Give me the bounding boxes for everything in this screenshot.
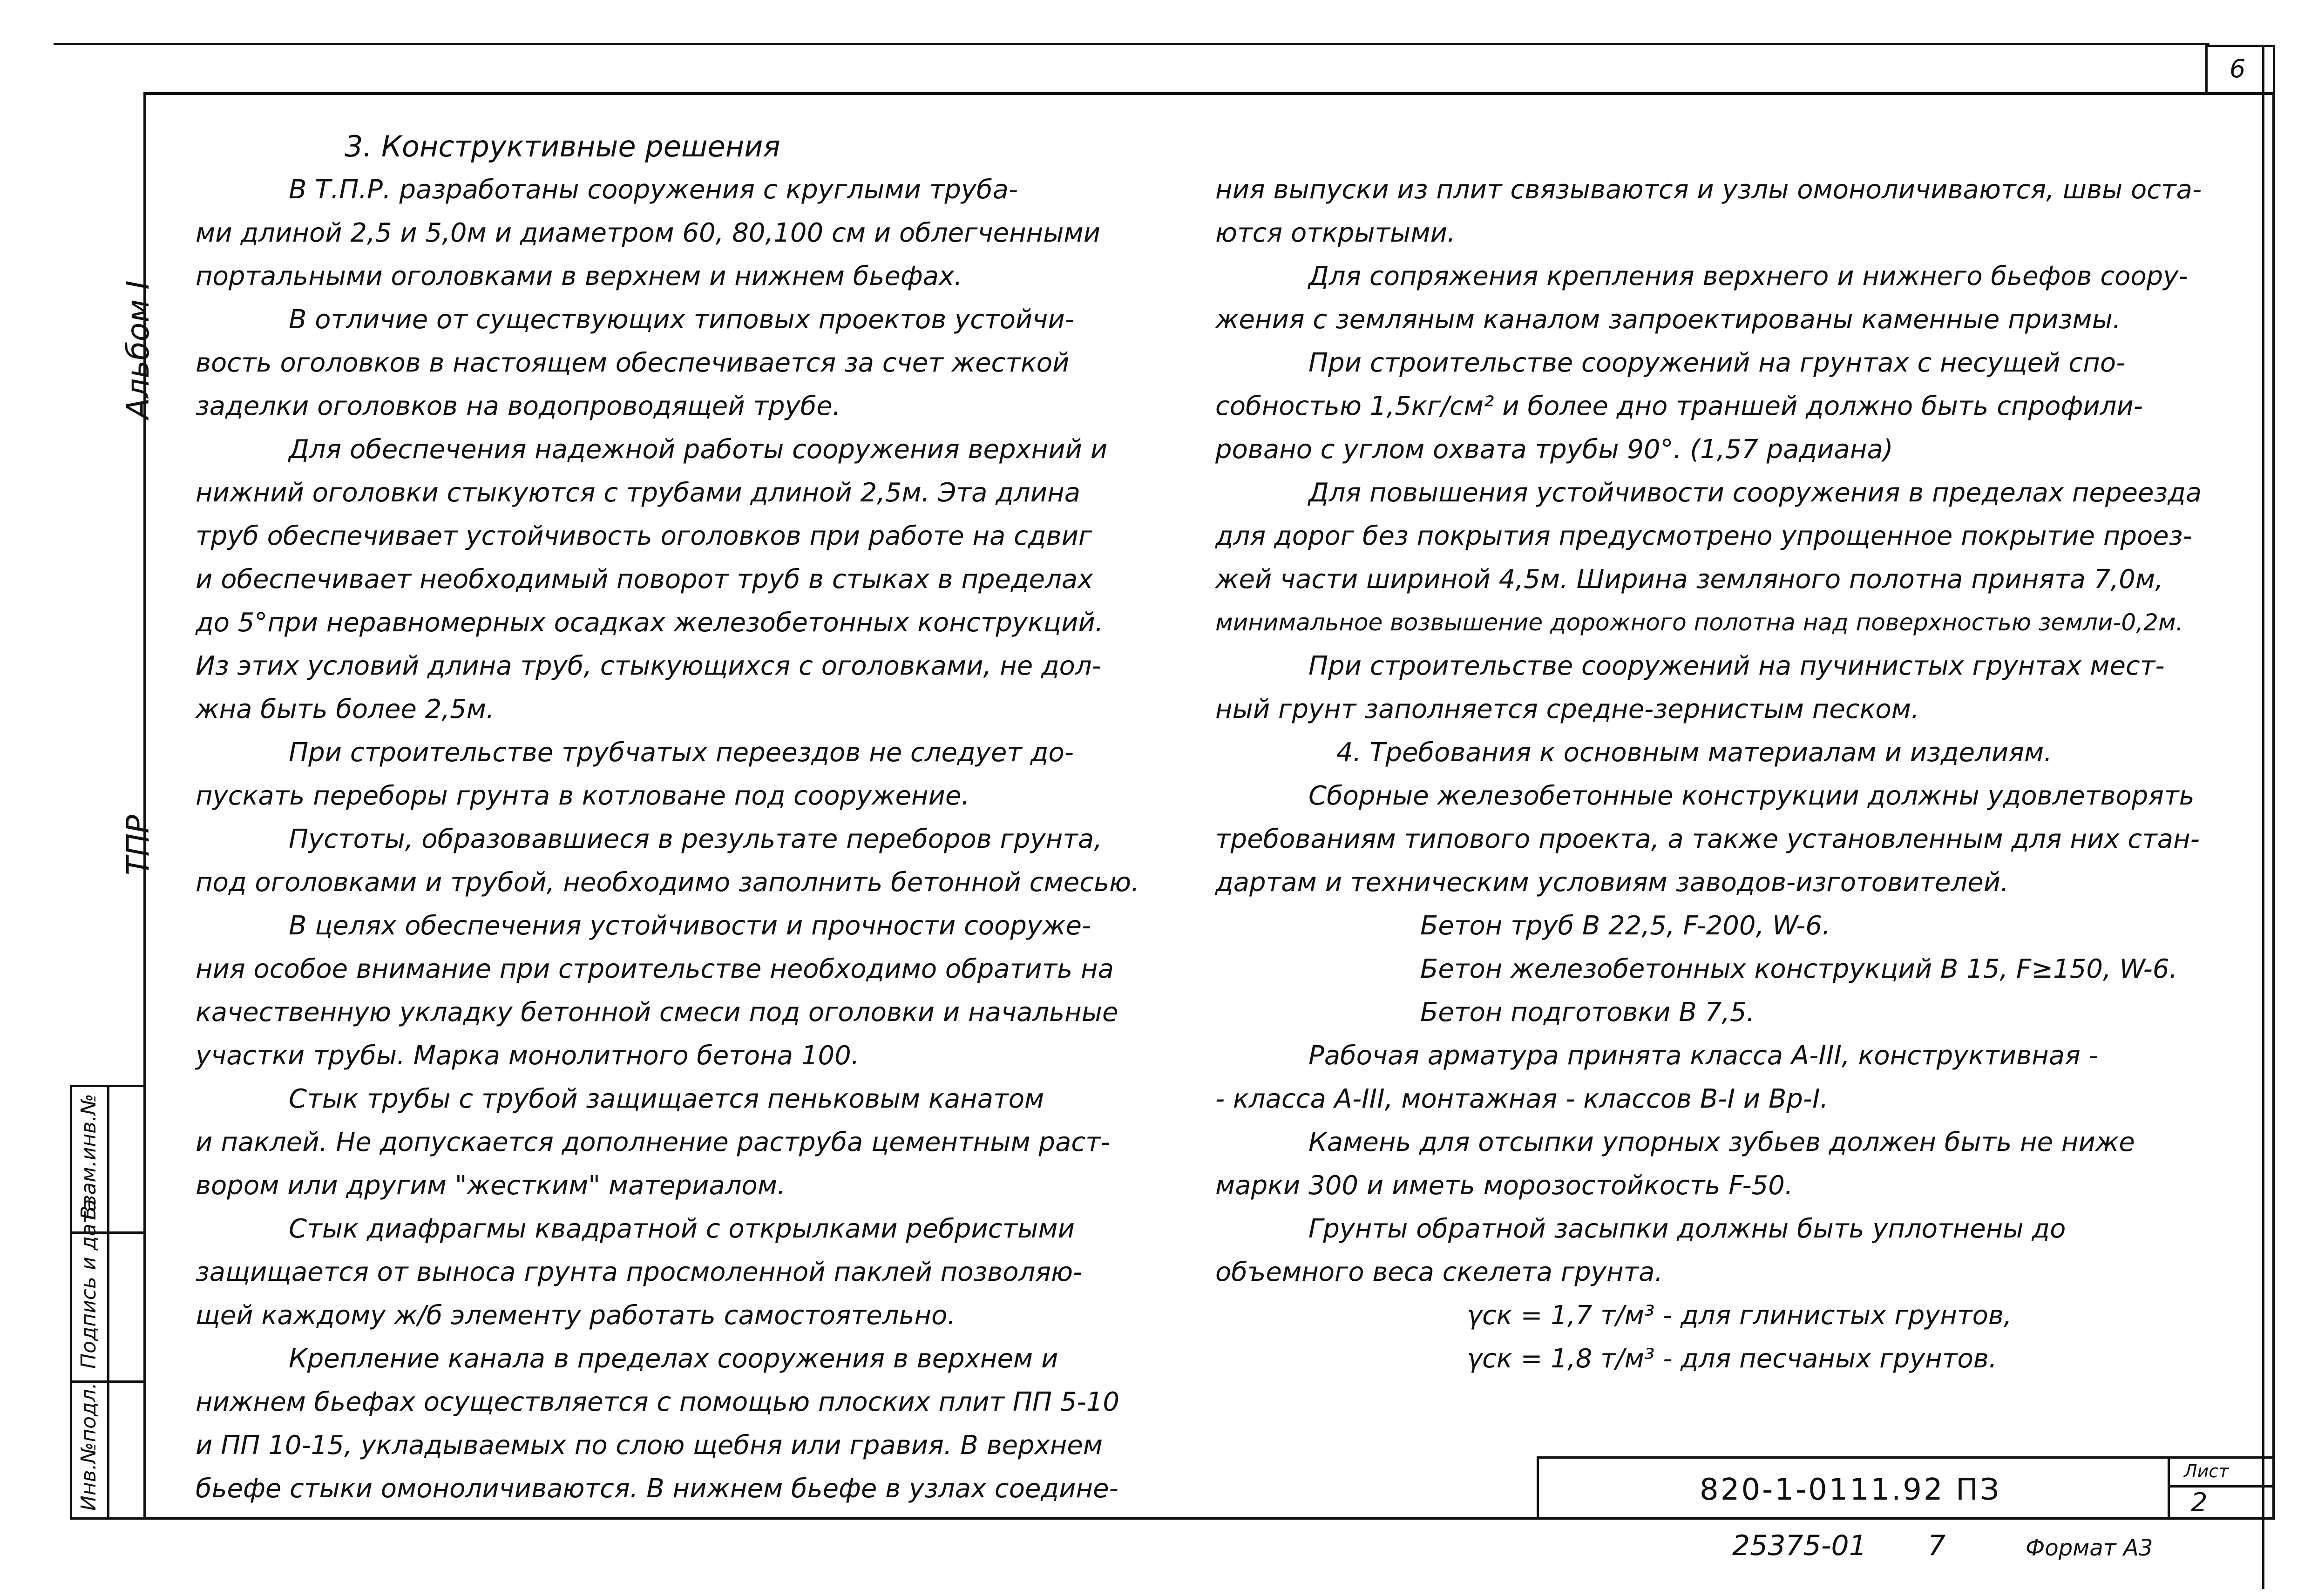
soil-density-sand: γск = 1,8 т/м³ - для песчаных грунтов. bbox=[1467, 1344, 1997, 1374]
right-line: минимальное возвышение дорожного полотна над поверхностью земли-0,2м. bbox=[1215, 609, 2183, 636]
right-line: Для сопряжения крепления верхнего и нижнего бьефов соору- bbox=[1308, 261, 2188, 291]
section-4-heading: 4. Требования к основным материалам и изделиям. bbox=[1336, 737, 2052, 768]
document-designation: 820-1-0111.92 ПЗ bbox=[1700, 1473, 2001, 1507]
sheet-number-top: 6 bbox=[2230, 54, 2246, 83]
right-line: Для повышения устойчивости сооружения в пределах переезда bbox=[1308, 478, 2202, 508]
left-line: В отличие от существующих типовых проектов устойчи- bbox=[289, 304, 1074, 335]
right-line: ния выпуски из плит связываются и узлы омоноличиваются, швы оста- bbox=[1215, 175, 2202, 205]
concrete-spec-structures: Бетон железобетонных конструкций В 15, F≥150, W-6. bbox=[1420, 954, 2178, 984]
left-line: нижнем бьефах осуществляется с помощью плоских плит ПП 5-10 bbox=[196, 1387, 1119, 1417]
tpr-label: ТПР bbox=[120, 815, 156, 875]
right-line: При строительстве сооружений на грунтах с несущей спо- bbox=[1308, 348, 2126, 378]
right-line: ный грунт заполняется средне-зернистым песком. bbox=[1215, 694, 1919, 724]
footer-page: 7 bbox=[1928, 1529, 1946, 1562]
right-outer-line bbox=[2262, 46, 2264, 1589]
title-block-divider bbox=[2168, 1456, 2170, 1520]
left-line: ми длиной 2,5 и 5,0м и диаметром 60, 80,100 см и облегченными bbox=[196, 218, 1101, 248]
left-line: защищается от выноса грунта просмоленной паклей позволяю- bbox=[196, 1257, 1083, 1287]
right-line: Грунты обратной засыпки должны быть уплотнены до bbox=[1308, 1214, 2066, 1244]
right-line: жей части шириной 4,5м. Ширина земляного полотна принята 7,0м, bbox=[1215, 564, 2163, 595]
right-column bbox=[1215, 168, 2258, 1380]
concrete-spec-pipes: Бетон труб В 22,5, F-200, W-6. bbox=[1420, 911, 1830, 941]
left-line: вость оголовков в настоящем обеспечивается за счет жесткой bbox=[196, 348, 1070, 378]
left-line: ния особое внимание при строительстве необходимо обратить на bbox=[196, 954, 1114, 984]
sheet-label: Лист bbox=[2184, 1461, 2229, 1481]
left-line: Для обеспечения надежной работы сооружения верхний и bbox=[289, 434, 1108, 465]
left-line: под оголовками и трубой, необходимо заполнить бетонной смесью. bbox=[196, 867, 1139, 898]
right-line: требованиям типового проекта, а также установленным для них стан- bbox=[1215, 824, 2200, 854]
left-column bbox=[196, 125, 1155, 1510]
stamp-inner-line bbox=[107, 1085, 109, 1520]
left-line: качественную укладку бетонной смеси под оголовки и начальные bbox=[196, 997, 1118, 1028]
left-line: до 5°при неравномерных осадках железобетонных конструкций. bbox=[196, 608, 1104, 638]
left-line: нижний оголовки стыкуются с трубами длиной 2,5м. Эта длина bbox=[196, 478, 1081, 508]
left-line: и паклей. Не допускается дополнение раструба цементным раст- bbox=[196, 1127, 1111, 1157]
left-line: Крепление канала в пределах сооружения в верхнем и bbox=[289, 1344, 1058, 1374]
right-line: дартам и техническим условиям заводов-изготовителей. bbox=[1215, 867, 2009, 898]
right-line: Камень для отсыпки упорных зубьев должен быть не ниже bbox=[1308, 1127, 2135, 1157]
right-line: для дорог без покрытия предусмотрено упрощенное покрытие проез- bbox=[1215, 521, 2192, 551]
left-line: При строительстве трубчатых переездов не следует до- bbox=[289, 737, 1074, 768]
left-line: труб обеспечивает устойчивость оголовков при работе на сдвиг bbox=[196, 521, 1092, 551]
album-label: Альбом I bbox=[120, 280, 156, 419]
concrete-spec-bedding: Бетон подготовки В 7,5. bbox=[1420, 997, 1755, 1028]
left-line: жна быть более 2,5м. bbox=[196, 694, 495, 724]
right-line: Сборные железобетонные конструкции должны удовлетворять bbox=[1308, 781, 2195, 811]
title-block-sheet-divider bbox=[2168, 1485, 2275, 1488]
left-line: заделки оголовков на водопроводящей трубе. bbox=[196, 391, 841, 421]
left-line: портальными оголовками в верхнем и нижнем бьефах. bbox=[196, 261, 962, 291]
left-line: В целях обеспечения устойчивости и прочности сооруже- bbox=[289, 911, 1091, 941]
top-rule bbox=[54, 43, 2209, 45]
left-line: В Т.П.Р. разработаны сооружения с круглыми труба- bbox=[289, 175, 1018, 205]
right-line: жения с земляным каналом запроектированы каменные призмы. bbox=[1215, 304, 2121, 335]
stamp-vzam-inv: Взам.инв.№ bbox=[77, 1094, 101, 1220]
left-line: вором или другим "жестким" материалом. bbox=[196, 1170, 786, 1201]
left-line: Стык диафрагмы квадратной с открылками ребристыми bbox=[289, 1214, 1075, 1244]
left-line: щей каждому ж/б элементу работать самостоятельно. bbox=[196, 1300, 956, 1331]
sheet-value: 2 bbox=[2191, 1488, 2208, 1518]
left-line: Пустоты, образовавшиеся в результате переборов грунта, bbox=[289, 824, 1103, 854]
right-line: собностью 1,5кг/см² и более дно траншей должно быть спрофили- bbox=[1215, 391, 2143, 421]
left-line: и обеспечивает необходимый поворот труб в стыках в пределах bbox=[196, 564, 1093, 595]
left-line: участки трубы. Марка монолитного бетона 100. bbox=[196, 1041, 860, 1071]
footer-format: Формат А3 bbox=[2026, 1535, 2153, 1561]
right-line: марки 300 и иметь морозостойкость F-50. bbox=[1215, 1170, 1793, 1201]
right-line: Рабочая арматура принята класса А-III, конструктивная - bbox=[1308, 1041, 2098, 1071]
right-line: ются открытыми. bbox=[1215, 218, 1456, 248]
footer-code: 25375-01 bbox=[1732, 1529, 1867, 1562]
stamp-podpis-data: Подпись и дата bbox=[77, 1199, 101, 1369]
left-line: Из этих условий длина труб, стыкующихся с оголовками, не дол- bbox=[196, 651, 1101, 681]
left-line: и ПП 10-15, укладываемых по слою щебня или гравия. В верхнем bbox=[196, 1430, 1103, 1461]
left-line: бьефе стыки омоноличиваются. В нижнем бьефе в узлах соедине- bbox=[196, 1474, 1118, 1504]
right-line: ровано с углом охвата трубы 90°. (1,57 радиана) bbox=[1215, 434, 1893, 465]
left-line: пускать переборы грунта в котловане под сооружение. bbox=[196, 781, 970, 811]
left-line: Стык трубы с трубой защищается пеньковым канатом bbox=[289, 1084, 1044, 1114]
right-line: - класса А-III, монтажная - классов В-I и Вр-I. bbox=[1215, 1084, 1829, 1114]
right-line: При строительстве сооружений на пучинистых грунтах мест- bbox=[1308, 651, 2165, 681]
soil-density-clay: γск = 1,7 т/м³ - для глинистых грунтов, bbox=[1467, 1300, 2012, 1331]
section-3-heading: 3. Конструктивные решения bbox=[345, 129, 780, 163]
right-line: объемного веса скелета грунта. bbox=[1215, 1257, 1663, 1287]
stamp-inv-podl: Инв.№подл. bbox=[77, 1382, 101, 1511]
